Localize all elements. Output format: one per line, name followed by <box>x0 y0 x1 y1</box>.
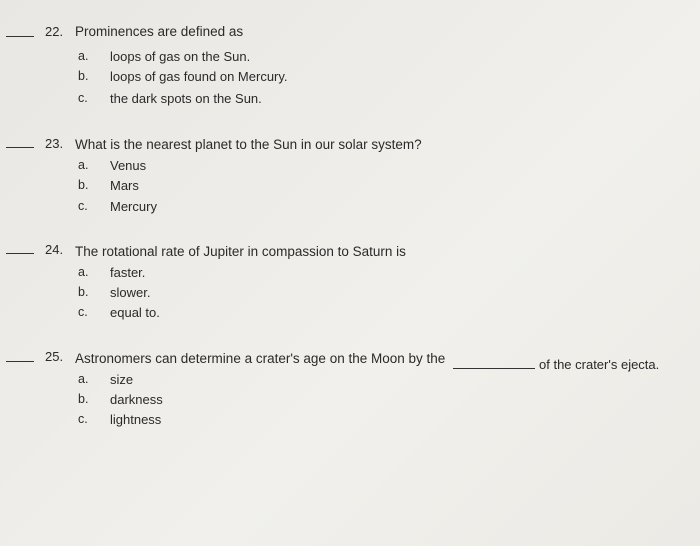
option-text: the dark spots on the Sun. <box>110 91 262 106</box>
question-number: 24. <box>45 242 64 257</box>
answer-blank[interactable] <box>6 147 34 148</box>
option-letter: b. <box>78 285 89 299</box>
answer-blank[interactable] <box>6 361 34 362</box>
question-text: What is the nearest planet to the Sun in our solar system? <box>75 137 422 152</box>
option-letter: a. <box>78 158 89 172</box>
option-letter: c. <box>78 199 88 213</box>
option-text: slower. <box>110 285 151 300</box>
option-letter: c. <box>78 91 88 105</box>
question-number: 23. <box>45 136 64 151</box>
option-letter: a. <box>78 49 89 63</box>
answer-blank[interactable] <box>6 36 34 37</box>
option-letter: a. <box>78 372 89 386</box>
option-text: faster. <box>110 265 146 280</box>
question-number: 22. <box>45 24 64 39</box>
question-number: 25. <box>45 349 64 364</box>
option-letter: c. <box>78 412 88 426</box>
option-letter: a. <box>78 265 89 279</box>
option-text: loops of gas on the Sun. <box>110 49 251 64</box>
option-text: lightness <box>110 412 162 427</box>
option-letter: b. <box>78 69 89 83</box>
option-text: loops of gas found on Mercury. <box>110 69 288 84</box>
option-text: Mars <box>110 178 139 193</box>
question-text: Prominences are defined as <box>75 24 244 39</box>
option-letter: c. <box>78 305 88 319</box>
question-text-after-blank: of the crater's ejecta. <box>539 357 660 372</box>
option-text: Mercury <box>110 199 157 214</box>
option-letter: b. <box>78 392 89 406</box>
option-text: size <box>110 372 134 387</box>
option-text: darkness <box>110 392 163 407</box>
answer-blank[interactable] <box>6 253 34 254</box>
option-text: Venus <box>110 158 147 173</box>
option-text: equal to. <box>110 305 160 320</box>
fill-in-blank[interactable] <box>453 368 535 369</box>
question-text: The rotational rate of Jupiter in compassion to Saturn is <box>75 244 406 259</box>
question-text: Astronomers can determine a crater's age on the Moon by the <box>75 351 446 366</box>
option-letter: b. <box>78 178 89 192</box>
